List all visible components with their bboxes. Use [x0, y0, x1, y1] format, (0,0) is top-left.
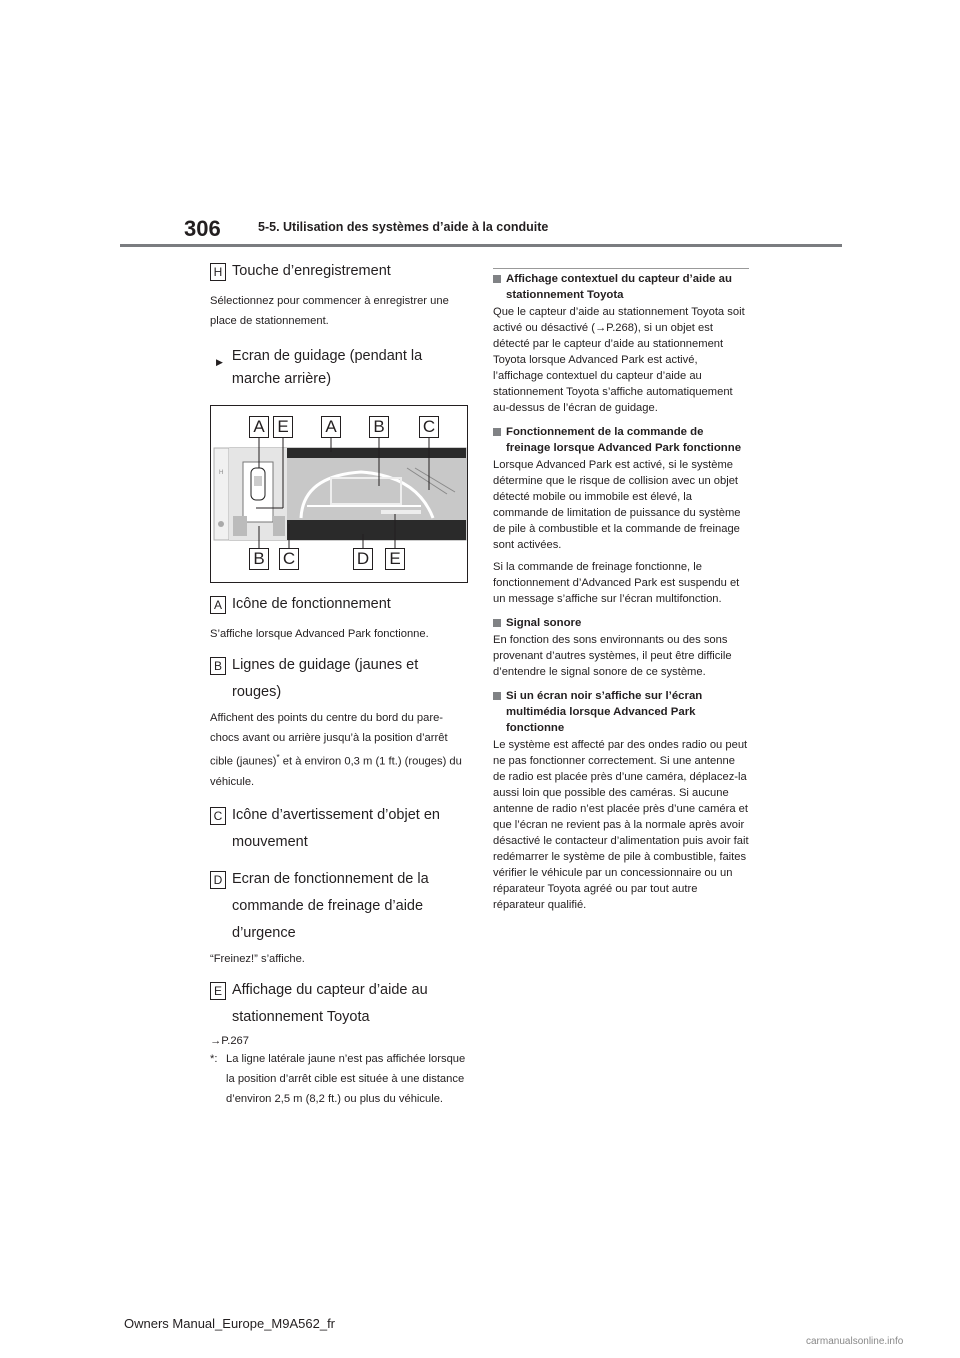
letter-box: D	[210, 871, 226, 889]
section-title: Affichage contextuel du capteur d’aide au stationnement Toyota	[506, 273, 732, 301]
item-e	[210, 977, 468, 1031]
letter-box: A	[210, 596, 226, 614]
section-heading	[493, 271, 749, 303]
section-paragraph: Si la commande de freinage fonctionne, le fonctionnement d’Advanced Park est suspendu et un message s’affiche sur l’écran multifonction.	[493, 561, 740, 605]
item-description: Sélectionnez pour commencer à enregistrer une place de stationnement.	[210, 295, 449, 327]
square-bullet-icon	[493, 619, 501, 627]
item-title: Ecran de fonctionnement de la commande de freinage d’aide d’urgence	[232, 870, 429, 941]
footer-manual-id: Owners Manual_Europe_M9A562_fr	[124, 1316, 336, 1331]
desc-part: Affichent des points du centre du bord du pare-chocs avant ou arrière jusqu’à la position d’arrêt cible (jaunes)	[210, 712, 448, 768]
right-column	[493, 268, 749, 919]
section-paragraph: Que le capteur d’aide au stationnement Toyota soit activé ou désactivé (→P.268), si un objet est détecté par le capteur d’aide au stationnement Toyota lorsque Advanced Park est activé, l’affichage contextuel du capteur d’aide au stationnement Toyota s’affiche automatiquement au-dessus de l’écran de guidage.	[493, 306, 745, 414]
desc-part: et à environ 0,3 m (1 ft.) (rouges) du véhicule.	[210, 755, 462, 788]
item-a	[210, 591, 468, 618]
section-title: Fonctionnement de la commande de freinage lorsque Advanced Park fonctionne	[506, 426, 742, 454]
section-paragraph: Lorsque Advanced Park est activé, si le système détermine que le risque de collision avec un objet détecté mobile ou immobile est élevé, la commande de limitation de puissance du système de pile à combustible et la commande de freinage sont activées.	[493, 459, 741, 551]
section-black-screen	[493, 688, 749, 913]
watermark: carmanualsonline.info	[806, 1336, 904, 1347]
item-description	[210, 708, 468, 792]
section-contextual-display	[493, 271, 749, 416]
figure-label-e: E	[273, 416, 293, 438]
footnote-text: La ligne latérale jaune n’est pas affichée lorsque la position d’arrêt cible est située à une distance d’environ 2,5 m (8,2 ft.) ou plus du véhicule.	[226, 1052, 466, 1105]
guidance-screen-figure	[210, 405, 468, 583]
square-bullet-icon	[493, 692, 501, 700]
triangle-bullet-icon: ▶	[216, 357, 223, 367]
item-title: Lignes de guidage (jaunes et rouges)	[232, 657, 419, 700]
section-title: Signal sonore	[506, 617, 582, 629]
letter-box: C	[210, 807, 226, 825]
item-title: Affichage du capteur d’aide au stationnement Toyota	[232, 981, 428, 1025]
left-column	[210, 258, 468, 1109]
figure-label-a: A	[249, 416, 269, 438]
section-heading	[493, 424, 749, 456]
item-title: Touche d’enregistrement	[232, 263, 391, 279]
section-rule	[493, 268, 749, 269]
figure-label-b: B	[249, 548, 269, 570]
figure-label-a: A	[321, 416, 341, 438]
item-c	[210, 802, 468, 856]
letter-box: B	[210, 657, 226, 675]
subsection-title: Ecran de guidage (pendant la marche arrière)	[231, 348, 423, 387]
letter-box: E	[210, 982, 226, 1000]
footnote-mark: *:	[210, 1052, 218, 1065]
item-description: “Freinez!” s’affiche.	[210, 952, 305, 965]
header-rule	[120, 244, 842, 247]
item-title: Icône d’avertissement d’objet en mouvement	[232, 806, 440, 850]
item-description: S’affiche lorsque Advanced Park fonctionne.	[210, 628, 429, 640]
section-paragraph: En fonction des sons environnants ou des sons provenant d’autres systèmes, il peut être difficile d’entendre le signal sonore de ce système.	[493, 634, 732, 678]
section-paragraph: Le système est affecté par des ondes radio ou peut ne pas fonctionner correctement. Si une antenne de radio est placée près d’une caméra, déplacez-la aussi loin que possible des caméras. Si aucune antenne de radio n’est placée près d’une caméra et que l’écran ne revient pas à la normale après avoir désactivé le contacteur d’alimentation puis avoir fait redémarrer le système de pile à combustible, faites vérifier le véhicule par un concessionnaire ou un réparateur Toyota agréé ou par tout autre réparateur qualifié.	[493, 739, 749, 911]
figure-label-b: B	[369, 416, 389, 438]
square-bullet-icon	[493, 275, 501, 283]
square-bullet-icon	[493, 428, 501, 436]
letter-box: H	[210, 263, 226, 281]
item-h	[210, 258, 468, 285]
figure-label-c: C	[279, 548, 299, 570]
figure-label-d: D	[353, 548, 373, 570]
footnote-mark: *	[276, 753, 280, 762]
section-brake-control	[493, 424, 749, 607]
section-buzzer	[493, 615, 749, 680]
chapter-title: 5-5. Utilisation des systèmes d’aide à la conduite	[258, 220, 549, 234]
section-title: Si un écran noir s’affiche sur l’écran multimédia lorsque Advanced Park fonctionne	[506, 690, 703, 734]
section-heading	[493, 615, 749, 631]
page-reference: →P.267	[210, 1034, 249, 1047]
section-heading	[493, 688, 749, 736]
subsection-heading	[210, 345, 468, 391]
svg-text:H: H	[219, 470, 224, 476]
figure-label-e: E	[385, 548, 405, 570]
item-d	[210, 866, 468, 947]
item-title: Icône de fonctionnement	[232, 596, 391, 612]
page-number: 306	[184, 216, 221, 241]
footnote	[210, 1049, 468, 1109]
item-b	[210, 652, 468, 706]
figure-label-c: C	[419, 416, 439, 438]
